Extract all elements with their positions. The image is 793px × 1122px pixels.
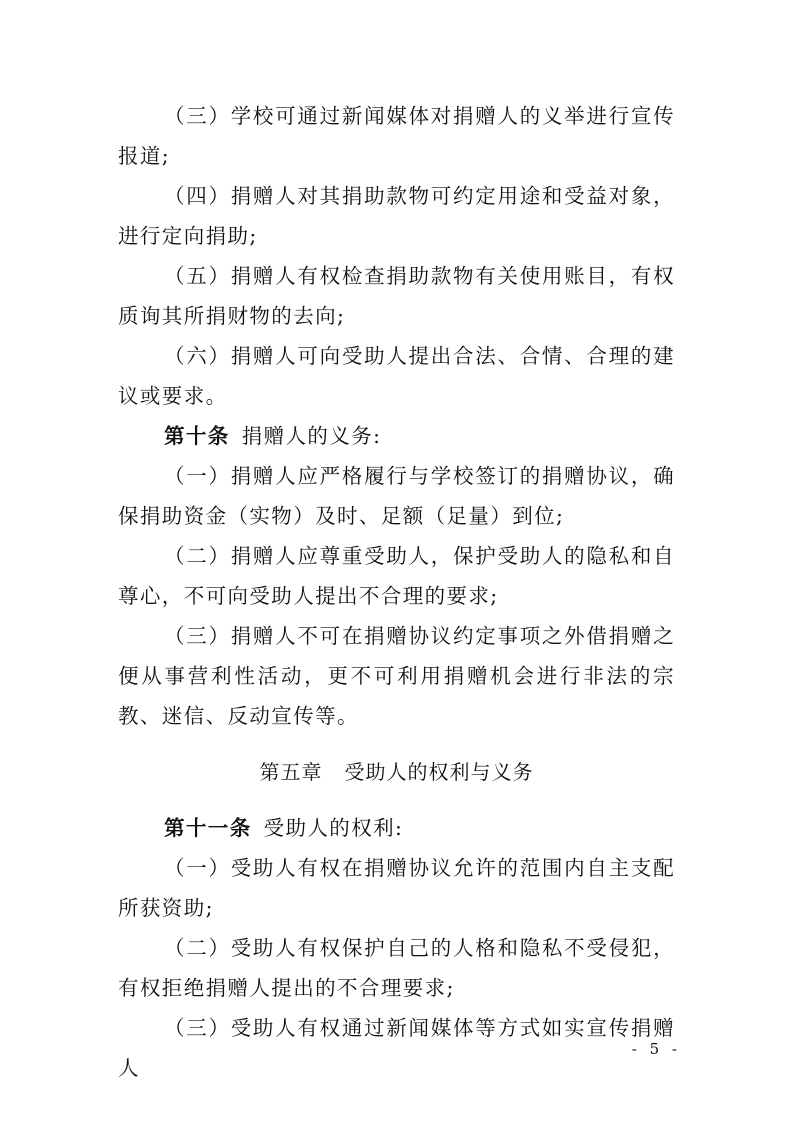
article-11-heading [118,808,675,848]
paragraph-item-6: （六）捐赠人可向受助人提出合法、合情、合理的建议或要求。 [118,344,675,408]
article-10-title: 捐赠人的义务: [241,424,382,448]
article-11-number: 第十一条 [164,816,252,840]
document-page [118,96,675,1088]
article-10-item-2: （二）捐赠人应尊重受助人，保护受助人的隐私和自尊心，不可向受助人提出不合理的要求; [118,544,675,608]
paragraph-item-4: （四）捐赠人对其捐助款物可约定用途和受益对象，进行定向捐助; [118,184,675,248]
chapter-number: 第五章 [259,760,323,784]
article-10-heading [118,416,675,456]
paragraph-item-5: （五）捐赠人有权检查捐助款物有关使用账目，有权质询其所捐财物的去向; [118,264,675,328]
article-11-title: 受助人的权利: [263,816,404,840]
chapter-title: 受助人的权利与义务 [344,760,534,784]
article-10-item-1: （一）捐赠人应严格履行与学校签订的捐赠协议，确保捐助资金（实物）及时、足额（足量）到位; [118,464,675,528]
paragraph-item-3: （三）学校可通过新闻媒体对捐赠人的义举进行宣传报道; [118,104,675,168]
article-11-item-3: （三）受助人有权通过新闻媒体等方式如实宣传捐赠人 [118,1016,675,1080]
article-10-number: 第十条 [164,424,230,448]
article-10-item-3: （三）捐赠人不可在捐赠协议约定事项之外借捐赠之便从事营利性活动，更不可利用捐赠机会进行非法的宗教、迷信、反动宣传等。 [118,624,675,728]
chapter-heading [118,750,675,794]
page-number: - 5 - [631,1040,681,1058]
article-11-item-1: （一）受助人有权在捐赠协议允许的范围内自主支配所获资助; [118,856,675,920]
article-11-item-2: （二）受助人有权保护自己的人格和隐私不受侵犯，有权拒绝捐赠人提出的不合理要求; [118,936,675,1000]
